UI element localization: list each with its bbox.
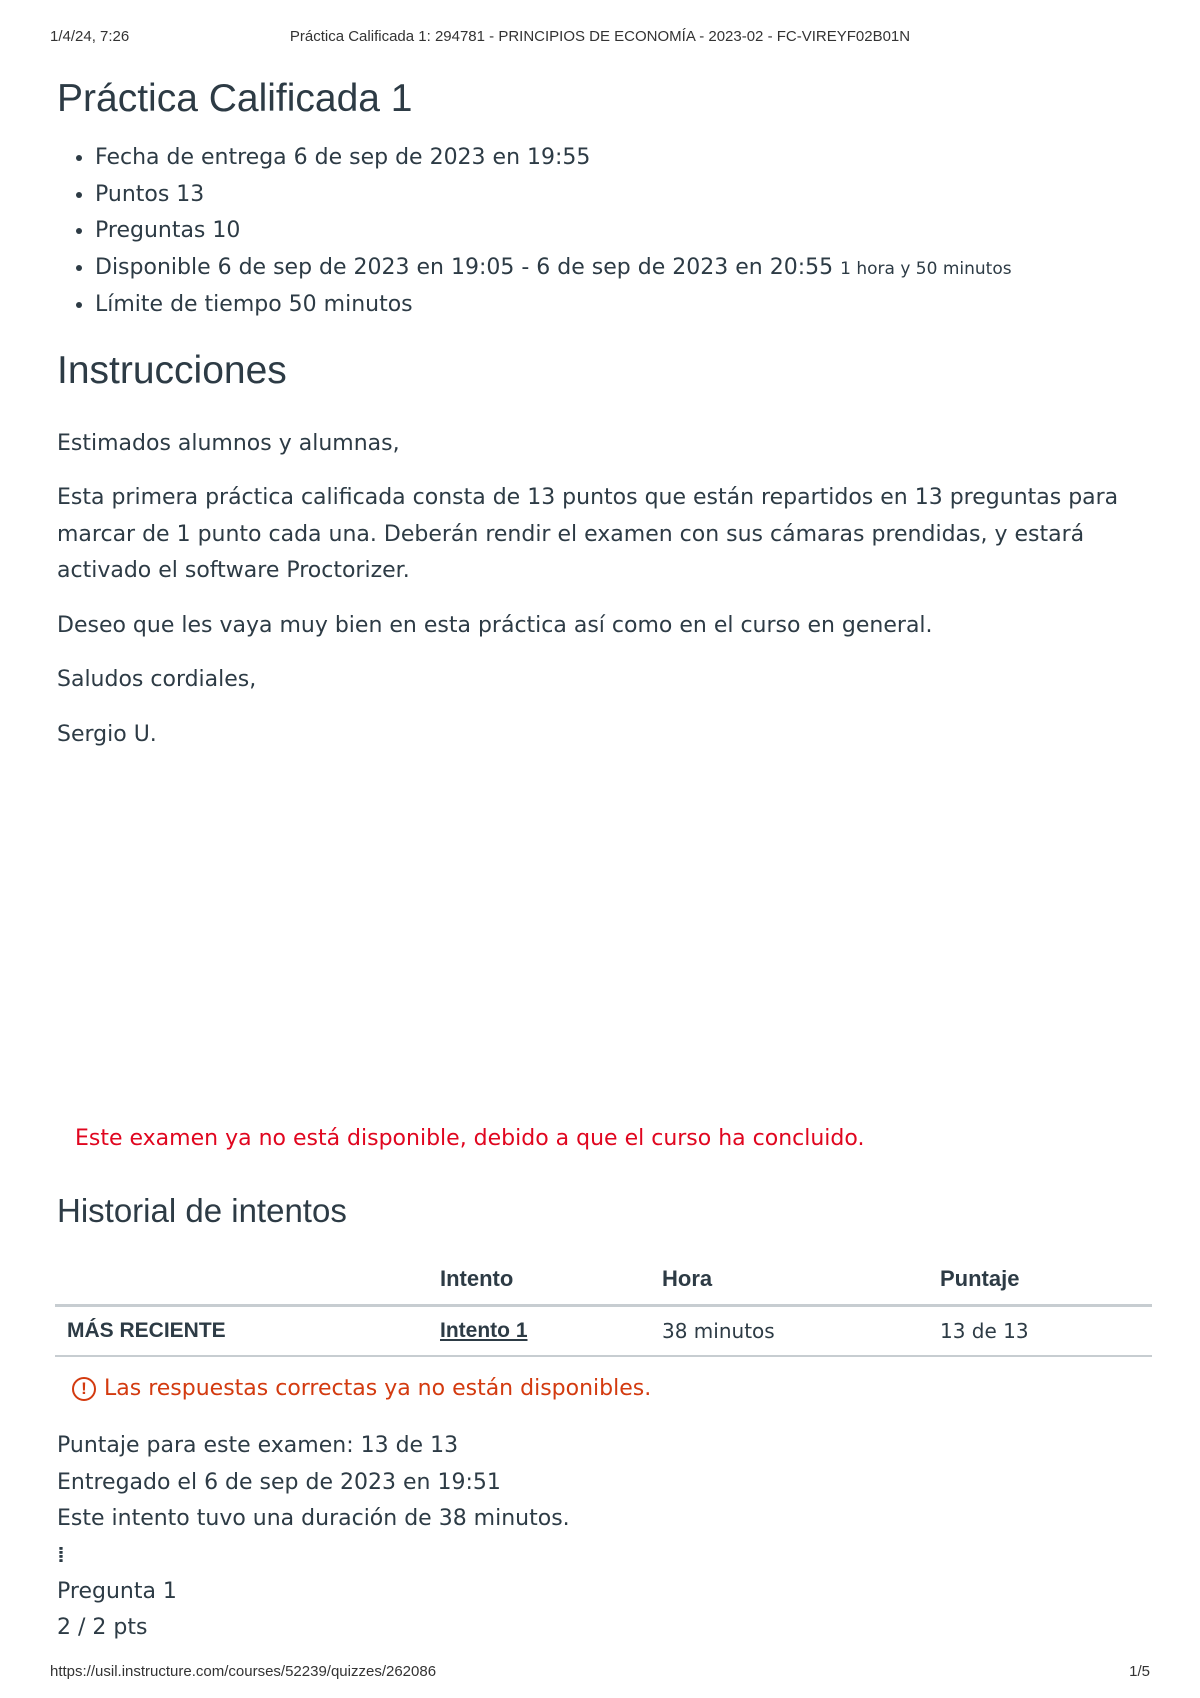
question-label: Pregunta 1 xyxy=(57,1578,177,1604)
attempt-summary xyxy=(57,1428,570,1647)
instructions-paragraph: Saludos cordiales, xyxy=(57,667,257,692)
instructions-paragraph: Estimados alumnos y alumnas, xyxy=(57,430,400,456)
time-cell xyxy=(662,1306,940,1357)
print-datetime: 1/4/24, 7:26 xyxy=(50,28,130,45)
table-header-row xyxy=(55,1254,1152,1306)
attempt-time: 38 minutos xyxy=(662,1318,775,1343)
answers-unavailable-notice xyxy=(72,1376,651,1401)
attempt-score: 13 de 13 xyxy=(940,1318,1029,1343)
print-url: https://usil.instructure.com/courses/52239/quizzes/262086 xyxy=(50,1663,437,1680)
instructions-body xyxy=(57,426,1147,754)
print-page-number: 1/5 xyxy=(1129,1663,1150,1680)
meta-questions: • Preguntas 10 xyxy=(95,213,1147,250)
instructions-paragraph: Deseo que les vaya muy bien en esta práctica así como en el curso en general. xyxy=(57,612,933,638)
summary-duration: Este intento tuvo una duración de 38 minutos. xyxy=(57,1506,570,1531)
meta-points: • Puntos 13 xyxy=(95,177,1147,214)
summary-submitted: Entregado el 6 de sep de 2023 en 19:51 xyxy=(57,1469,501,1495)
column-header-attempt: Intento xyxy=(440,1254,662,1306)
column-header-blank xyxy=(55,1254,440,1306)
attempt-cell xyxy=(440,1306,662,1357)
meta-available-duration: 1 hora y 50 minutos xyxy=(840,258,1012,279)
meta-time-limit: • Límite de tiempo 50 minutos xyxy=(95,287,1147,324)
column-header-score: Puntaje xyxy=(940,1254,1152,1306)
table-row xyxy=(55,1306,1152,1357)
exclamation-circle-icon: ! xyxy=(72,1377,96,1401)
meta-available-range: Disponible 6 de sep de 2023 en 19:05 - 6 de sep de 2023 en 20:55 xyxy=(95,254,834,280)
most-recent-label: MÁS RECIENTE xyxy=(55,1306,440,1357)
meta-due-date: • Fecha de entrega 6 de sep de 2023 en 19:55 xyxy=(95,140,1147,177)
page-title: Práctica Calificada 1 xyxy=(57,77,413,120)
attempt-1-link[interactable]: Intento 1 xyxy=(440,1319,528,1342)
print-footer xyxy=(50,1663,1150,1683)
summary-score: Puntaje para este examen: 13 de 13 xyxy=(57,1433,459,1458)
meta-available xyxy=(95,250,1147,288)
quiz-meta-list xyxy=(57,140,1147,324)
score-cell xyxy=(940,1306,1152,1357)
drag-handle-icon[interactable]: ⁞⁞ xyxy=(57,1542,59,1568)
attempt-history-table xyxy=(55,1254,1152,1357)
quiz-content xyxy=(57,72,1147,771)
attempt-history-heading: Historial de intentos xyxy=(57,1192,347,1229)
question-points: 2 / 2 pts xyxy=(57,1615,148,1640)
column-header-time: Hora xyxy=(662,1254,940,1306)
print-doc-title: Práctica Calificada 1: 294781 - PRINCIPIOS DE ECONOMÍA - 2023-02 - FC-VIREYF02B01N xyxy=(289,28,911,45)
notice-text: Las respuestas correctas ya no están disponibles. xyxy=(104,1376,652,1401)
instructions-paragraph: Esta primera práctica calificada consta de 13 puntos que están repartidos en 13 preguntas para marcar de 1 punto cada una. Deberán rendir el examen con sus cámaras prendidas, y estará activado el software Proctorizer. xyxy=(57,485,1119,583)
instructions-heading: Instrucciones xyxy=(57,348,287,392)
quiz-unavailable-message: Este examen ya no está disponible, debido a que el curso ha concluido. xyxy=(75,1126,865,1151)
instructions-paragraph: Sergio U. xyxy=(57,721,157,747)
print-header xyxy=(50,28,1150,48)
